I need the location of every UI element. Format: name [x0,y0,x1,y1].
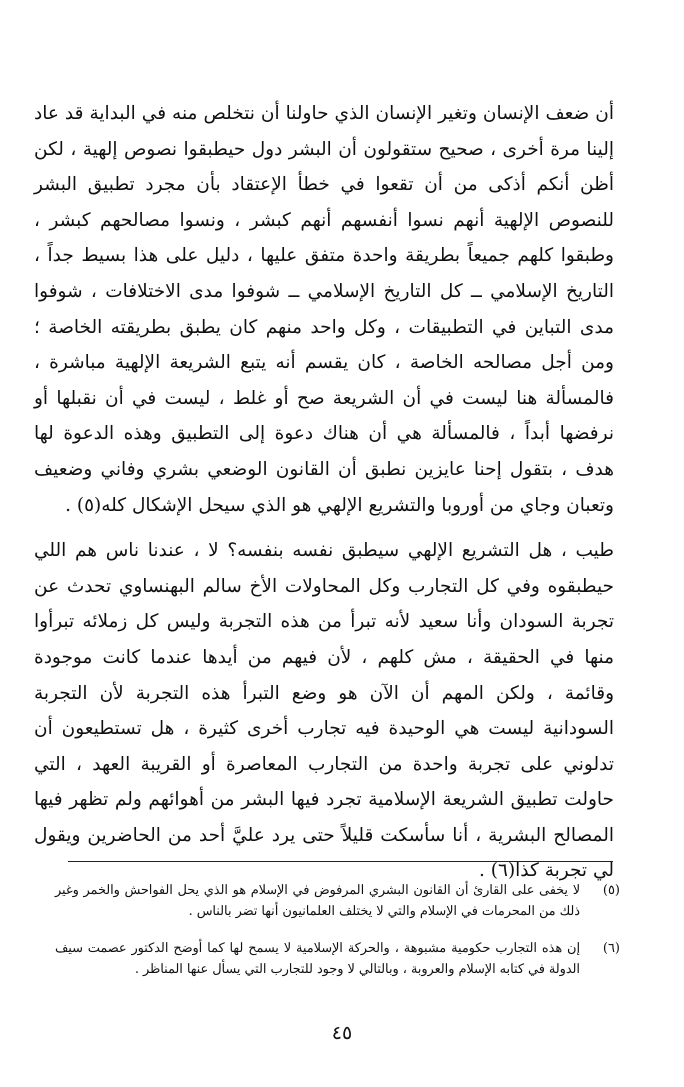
main-text [34,96,614,889]
footnote [55,880,620,922]
footnote [55,938,620,980]
footnote-number: (٦) [602,941,620,956]
footnotes [55,880,620,996]
footnote-text: إن هذه التجارب حكومية مشبوهة ، والحركة الإسلامية لا يسمح لها كما أوضح الدكتور عصمت سيف الدولة في كتابه الإسلام والعروبة ، وبالتالي لا وجود للتجارب التي يسأل عنها المناظر . [55,941,580,977]
page-number: ٤٥ [331,1022,353,1044]
footnote-divider [68,861,613,862]
body-paragraph: طيب ، هل التشريع الإلهي سيطبق نفسه بنفسه؟ لا ، عندنا ناس هم اللي حيطبقوه وفي كل التجارب وكل المحاولات الأخ سالم البهنساوي تحدث عن تجربة السودان وأنا سعيد لأنه تبرأ من هذه التجربة وليس كل زملائه تبرأوا منها في الحقيقة ، مش كلهم ، لأن فيهم من أيدها عندما كانت موجودة وقائمة ، ولكن المهم أن الآن هو وضع التبرأ هذه التجربة لأن التجربة السودانية ليست هي الوحيدة فيه تجارب أخرى كثيرة ، هل تستطيعون أن تدلوني على تجربة واحدة من التجارب المعاصرة أو القريبة العهد ، التي حاولت تطبيق الشريعة الإسلامية تجرد فيها البشر من أهوائهم ولم تظهر فيها المصالح البشرية ، أنا سأسكت قليلاً حتى يرد عليَّ أحد من الحاضرين ويقول لي تجربة كذا(٦) . [34,540,614,882]
body-paragraph: أن ضعف الإنسان وتغير الإنسان الذي حاولنا أن نتخلص منه في البداية قد عاد إلينا مرة أخرى ، صحيح ستقولون أن البشر دول حيطبقوا نصوص إلهية ، لكن أظن أنكم أذكى من أن تقعوا في خطأ الإعتقاد بأن مجرد تطبيق البشر للنصوص الإلهية أنهم نسوا أنفسهم أنهم كبشر ، ونسوا مصالحهم كبشر ، وطبقوا كلهم جميعاً بطريقة واحدة متفق عليها ، دليل على هذا بسيط جداً ، التاريخ الإسلامي ــ كل التاريخ الإسلامي ــ شوفوا مدى الاختلافات ، شوفوا مدى التباين في التطبيقات ، وكل واحد منهم كان يطبق بطريقته الخاصة ؛ ومن أجل مصالحه الخاصة ، كان يقسم أنه يتبع الشريعة الإلهية مباشرة ، فالمسألة هنا ليست في أن الشريعة صح أو غلط ، ليست في أن نقبلها أو نرفضها أبداً ، فالمسألة هي أن هناك دعوة إلى التطبيق وهذه الدعوة لها هدف ، بتقول إحنا عايزين نطبق أن القانون الوضعي بشري وفاني وضعيف وتعبان وجاي من أوروبا والتشريع الإلهي هو الذي سيحل الإشكال كله(٥) . [34,103,614,516]
footnote-number: (٥) [602,883,620,898]
footnote-text: لا يخفى على القارئ أن القانون البشري المرفوض في الإسلام هو الذي يحل الفواحش والخمر وغير ذلك من المحرمات في الإسلام والتي لا يختلف العلمانيون أنها تضر بالناس . [55,883,580,919]
